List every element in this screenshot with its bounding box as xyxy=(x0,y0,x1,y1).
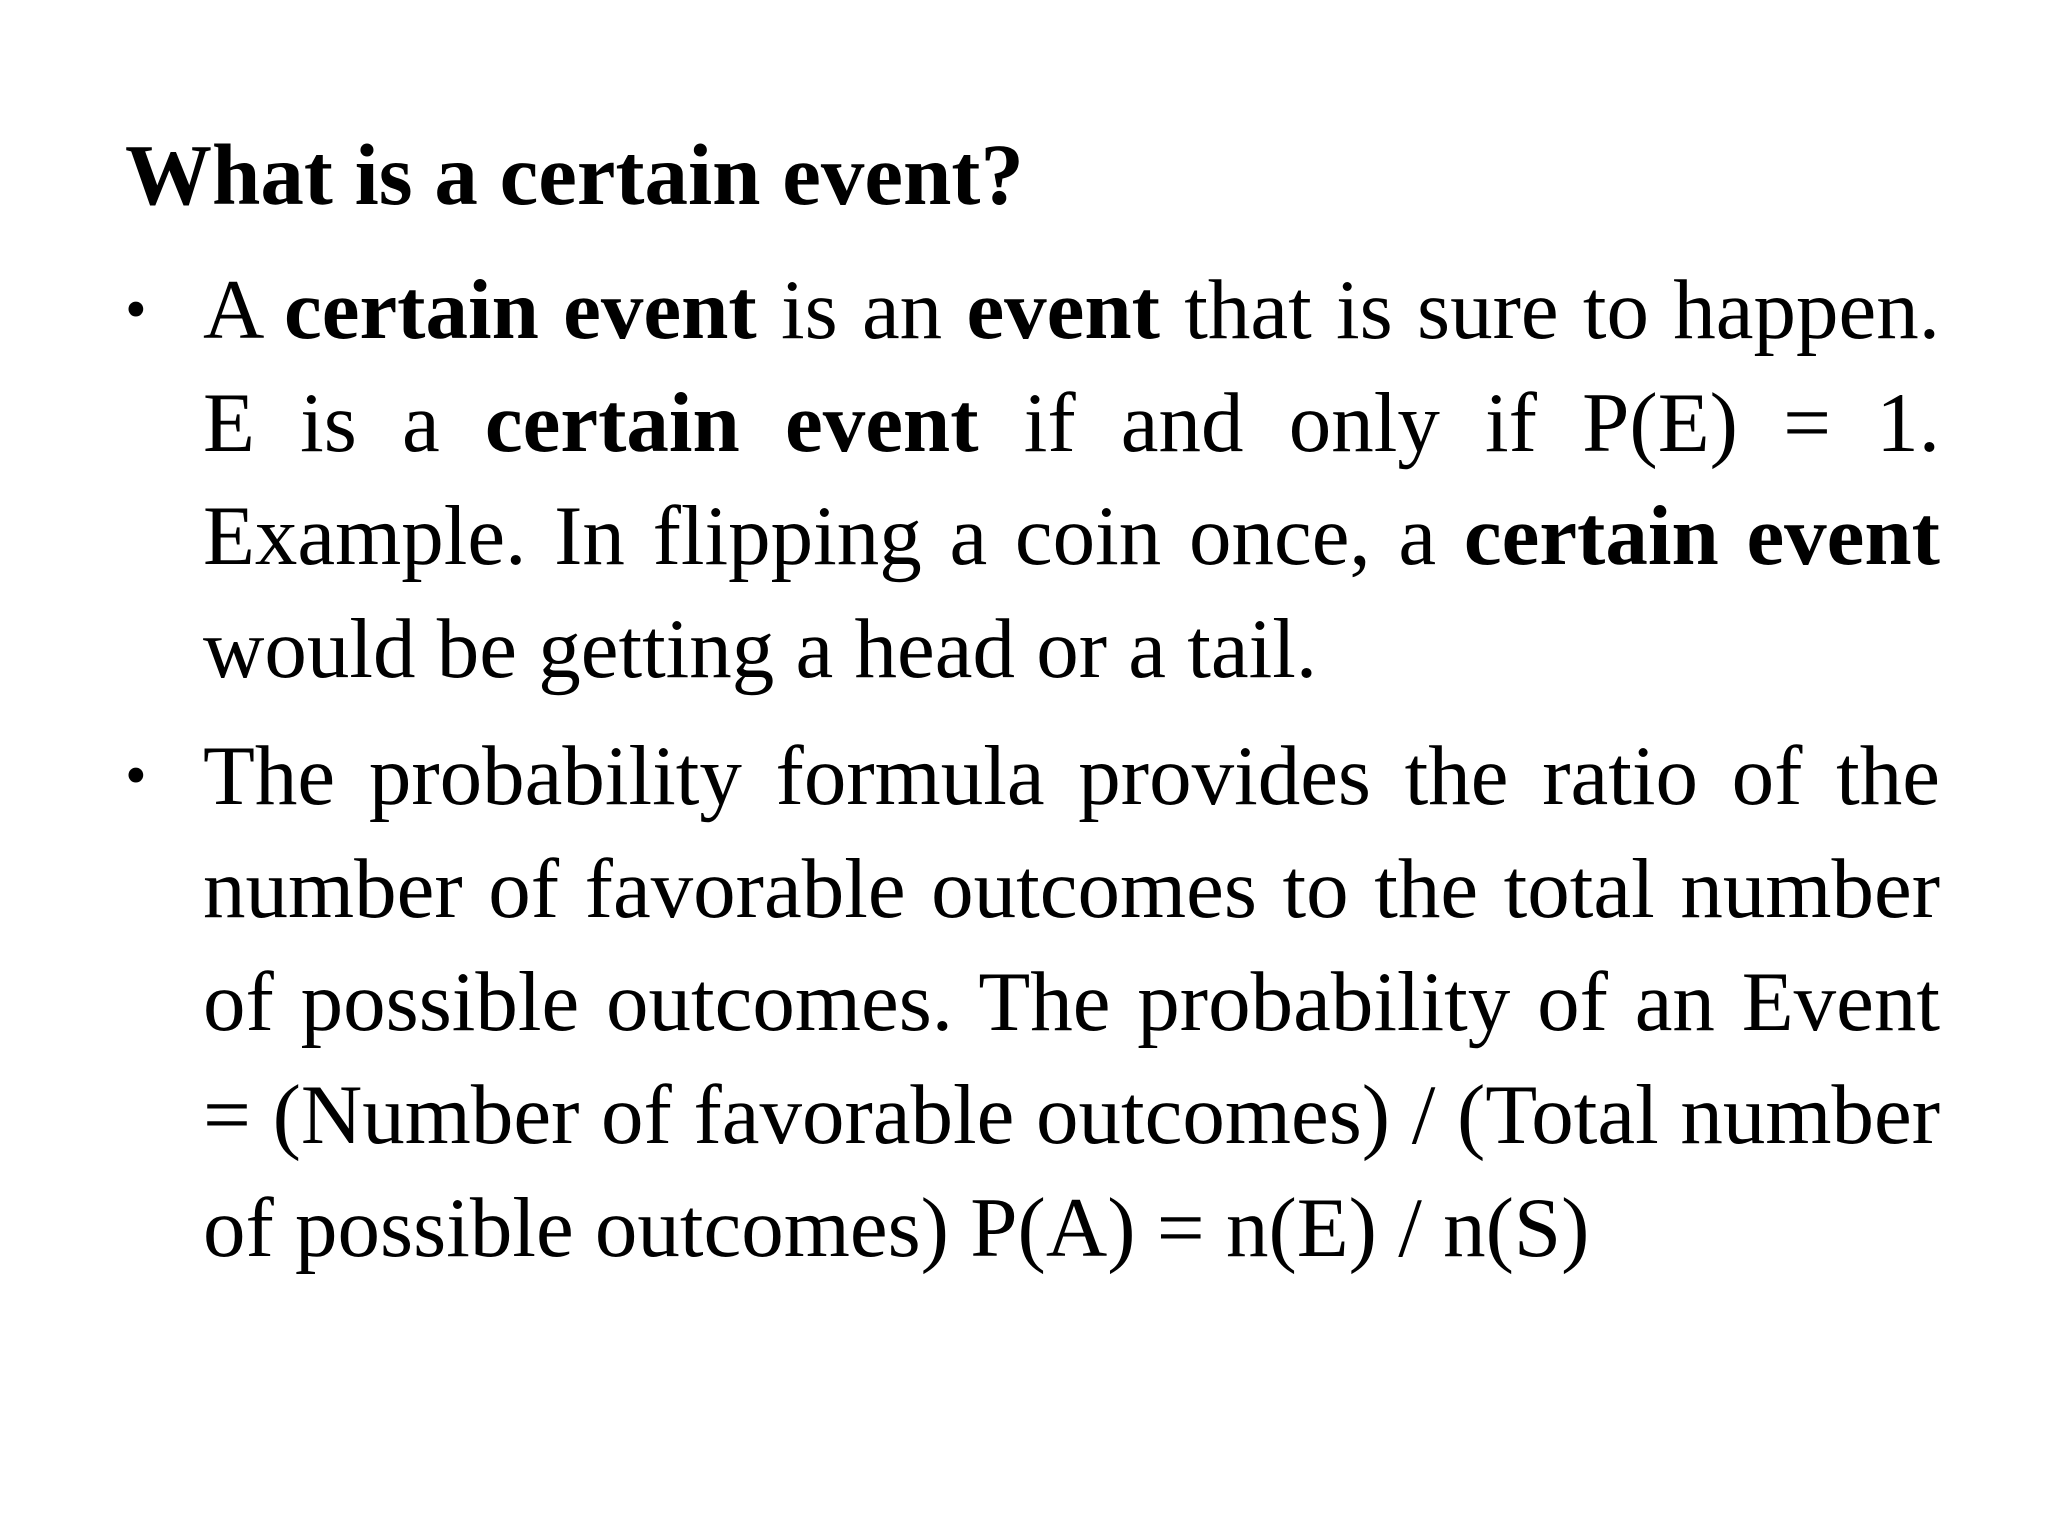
bullet-dot-icon: • xyxy=(125,742,147,810)
bullet-text xyxy=(203,729,1940,1275)
bold-term: event xyxy=(966,263,1160,357)
text-segment: would be getting a head or a tail. xyxy=(203,602,1318,696)
text-segment: that is sure to happen. E is a xyxy=(203,263,1940,470)
text-segment: The probability formula provides the ratio of the number of favorable outcomes to the total number of possible outcomes. The probability of an Event = (Number of favorable outcomes) / (Total number of possible outcomes) P(A) = n(E) / n(S) xyxy=(203,729,1940,1275)
bullet-text xyxy=(203,263,1940,696)
text-segment: is an xyxy=(756,263,967,357)
text-segment: A xyxy=(203,263,284,357)
bullet-item-certain-event xyxy=(125,254,1940,706)
bullet-dot-icon: • xyxy=(125,276,147,344)
slide-title: What is a certain event? xyxy=(125,126,1024,223)
bullet-item-probability-formula xyxy=(125,720,1940,1285)
bullet-list xyxy=(125,254,1940,1299)
bold-term: certain event xyxy=(1463,489,1940,583)
bold-term: certain event xyxy=(484,376,979,470)
text-segment: if and only if P(E) = 1. Example. In flipping a coin once, a xyxy=(203,376,1940,583)
bold-term: certain event xyxy=(283,263,757,357)
